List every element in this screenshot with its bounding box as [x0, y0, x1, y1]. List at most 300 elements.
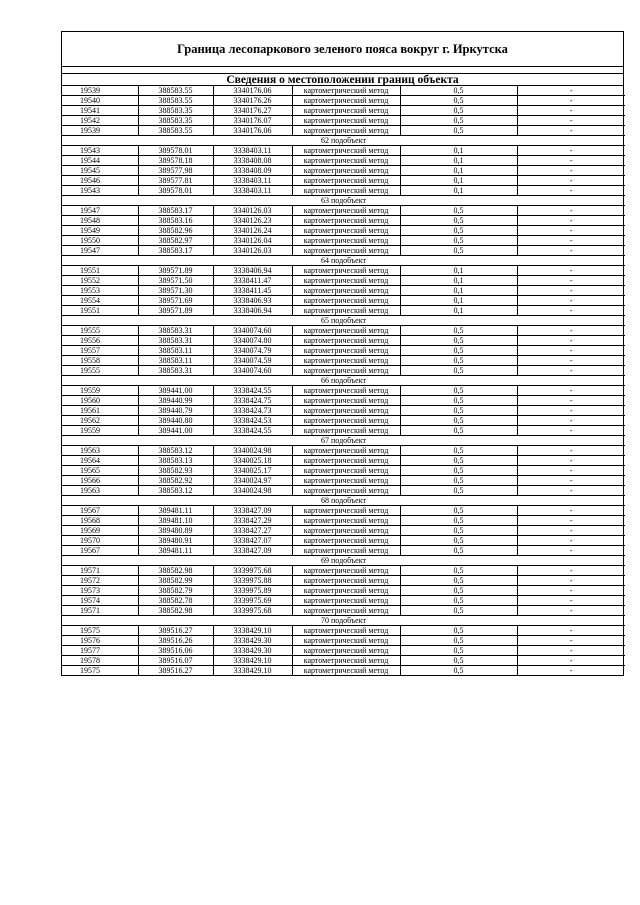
description-cell: -	[517, 96, 625, 106]
y-coordinate-cell: 3340025.18	[213, 456, 292, 466]
point-number-cell: 19546	[62, 176, 138, 186]
y-coordinate-cell: 3338424.75	[213, 396, 292, 406]
point-number-cell: 19549	[62, 226, 138, 236]
y-coordinate-cell: 3340126.24	[213, 226, 292, 236]
accuracy-cell: 0,5	[400, 546, 517, 556]
accuracy-cell: 0,5	[400, 326, 517, 336]
method-cell: картометрический метод	[292, 466, 400, 476]
y-coordinate-cell: 3340126.23	[213, 216, 292, 226]
table-row	[62, 116, 625, 126]
x-coordinate-cell: 389577.81	[138, 176, 213, 186]
method-cell: картометрический метод	[292, 636, 400, 646]
point-number-cell: 19567	[62, 506, 138, 516]
x-coordinate-cell: 389440.80	[138, 416, 213, 426]
x-coordinate-cell: 389578.18	[138, 156, 213, 166]
accuracy-cell: 0,5	[400, 366, 517, 376]
point-number-cell: 19565	[62, 466, 138, 476]
method-cell: картометрический метод	[292, 226, 400, 236]
x-coordinate-cell: 388583.35	[138, 106, 213, 116]
x-coordinate-cell: 389571.50	[138, 276, 213, 286]
point-number-cell: 19547	[62, 206, 138, 216]
table-row	[62, 446, 625, 456]
table-row	[62, 546, 625, 556]
description-cell: -	[517, 336, 625, 346]
table-row	[62, 646, 625, 656]
method-cell: картометрический метод	[292, 276, 400, 286]
x-coordinate-cell: 388582.78	[138, 596, 213, 606]
document-sheet	[61, 31, 624, 676]
x-coordinate-cell: 389516.06	[138, 646, 213, 656]
point-number-cell: 19539	[62, 126, 138, 136]
method-cell: картометрический метод	[292, 306, 400, 316]
method-cell: картометрический метод	[292, 206, 400, 216]
x-coordinate-cell: 388583.12	[138, 446, 213, 456]
point-number-cell: 19564	[62, 456, 138, 466]
description-cell: -	[517, 586, 625, 596]
y-coordinate-cell: 3338411.47	[213, 276, 292, 286]
x-coordinate-cell: 389578.01	[138, 186, 213, 196]
point-number-cell: 19556	[62, 336, 138, 346]
x-coordinate-cell: 388583.55	[138, 96, 213, 106]
method-cell: картометрический метод	[292, 536, 400, 546]
table-row	[62, 266, 625, 276]
table-row	[62, 96, 625, 106]
point-number-cell: 19548	[62, 216, 138, 226]
x-coordinate-cell: 388583.17	[138, 206, 213, 216]
point-number-cell: 19569	[62, 526, 138, 536]
x-coordinate-cell: 389578.01	[138, 146, 213, 156]
y-coordinate-cell: 3338406.94	[213, 306, 292, 316]
x-coordinate-cell: 388583.11	[138, 356, 213, 366]
y-coordinate-cell: 3339975.69	[213, 596, 292, 606]
method-cell: картометрический метод	[292, 566, 400, 576]
description-cell: -	[517, 86, 625, 96]
description-cell: -	[517, 266, 625, 276]
x-coordinate-cell: 388583.12	[138, 486, 213, 496]
subobject-label: 65 подобъект	[62, 316, 625, 326]
accuracy-cell: 0,1	[400, 296, 517, 306]
description-cell: -	[517, 116, 625, 126]
accuracy-cell: 0,1	[400, 276, 517, 286]
x-coordinate-cell: 388582.98	[138, 606, 213, 616]
x-coordinate-cell: 389571.69	[138, 296, 213, 306]
y-coordinate-cell: 3338429.30	[213, 636, 292, 646]
y-coordinate-cell: 3340074.60	[213, 366, 292, 376]
method-cell: картометрический метод	[292, 646, 400, 656]
y-coordinate-cell: 3338424.73	[213, 406, 292, 416]
description-cell: -	[517, 606, 625, 616]
x-coordinate-cell: 389516.27	[138, 666, 213, 676]
subobject-header-row	[62, 436, 625, 446]
y-coordinate-cell: 3340176.07	[213, 116, 292, 126]
method-cell: картометрический метод	[292, 146, 400, 156]
method-cell: картометрический метод	[292, 526, 400, 536]
description-cell: -	[517, 566, 625, 576]
method-cell: картометрический метод	[292, 486, 400, 496]
description-cell: -	[517, 296, 625, 306]
table-row	[62, 366, 625, 376]
x-coordinate-cell: 389440.99	[138, 396, 213, 406]
accuracy-cell: 0,5	[400, 416, 517, 426]
point-number-cell: 19540	[62, 96, 138, 106]
accuracy-cell: 0,5	[400, 566, 517, 576]
x-coordinate-cell: 388582.97	[138, 236, 213, 246]
method-cell: картометрический метод	[292, 96, 400, 106]
method-cell: картометрический метод	[292, 516, 400, 526]
point-number-cell: 19566	[62, 476, 138, 486]
table-row	[62, 216, 625, 226]
y-coordinate-cell: 3340176.06	[213, 126, 292, 136]
method-cell: картометрический метод	[292, 396, 400, 406]
method-cell: картометрический метод	[292, 576, 400, 586]
description-cell: -	[517, 576, 625, 586]
y-coordinate-cell: 3338406.93	[213, 296, 292, 306]
subobject-header-row	[62, 196, 625, 206]
method-cell: картометрический метод	[292, 366, 400, 376]
description-cell: -	[517, 356, 625, 366]
subobject-label: 70 подобъект	[62, 616, 625, 626]
method-cell: картометрический метод	[292, 416, 400, 426]
x-coordinate-cell: 388583.13	[138, 456, 213, 466]
point-number-cell: 19554	[62, 296, 138, 306]
accuracy-cell: 0,5	[400, 576, 517, 586]
x-coordinate-cell: 389516.07	[138, 656, 213, 666]
y-coordinate-cell: 3340074.79	[213, 346, 292, 356]
table-row	[62, 276, 625, 286]
method-cell: картометрический метод	[292, 166, 400, 176]
table-row	[62, 466, 625, 476]
method-cell: картометрический метод	[292, 106, 400, 116]
accuracy-cell: 0,1	[400, 146, 517, 156]
description-cell: -	[517, 626, 625, 636]
description-cell: -	[517, 406, 625, 416]
x-coordinate-cell: 389441.00	[138, 426, 213, 436]
point-number-cell: 19562	[62, 416, 138, 426]
y-coordinate-cell: 3338424.53	[213, 416, 292, 426]
description-cell: -	[517, 156, 625, 166]
description-cell: -	[517, 516, 625, 526]
table-row	[62, 406, 625, 416]
y-coordinate-cell: 3338427.07	[213, 536, 292, 546]
method-cell: картометрический метод	[292, 656, 400, 666]
method-cell: картометрический метод	[292, 126, 400, 136]
description-cell: -	[517, 276, 625, 286]
subobject-label: 64 подобъект	[62, 256, 625, 266]
accuracy-cell: 0,5	[400, 586, 517, 596]
table-row	[62, 656, 625, 666]
point-number-cell: 19575	[62, 666, 138, 676]
x-coordinate-cell: 388582.79	[138, 586, 213, 596]
subobject-label: 63 подобъект	[62, 196, 625, 206]
y-coordinate-cell: 3338424.55	[213, 386, 292, 396]
method-cell: картометрический метод	[292, 546, 400, 556]
y-coordinate-cell: 3340025.17	[213, 466, 292, 476]
y-coordinate-cell: 3340126.04	[213, 236, 292, 246]
description-cell: -	[517, 146, 625, 156]
x-coordinate-cell: 389441.00	[138, 386, 213, 396]
accuracy-cell: 0,1	[400, 186, 517, 196]
accuracy-cell: 0,5	[400, 456, 517, 466]
x-coordinate-cell: 389481.11	[138, 546, 213, 556]
accuracy-cell: 0,5	[400, 216, 517, 226]
description-cell: -	[517, 636, 625, 646]
table-row	[62, 306, 625, 316]
table-row	[62, 396, 625, 406]
method-cell: картометрический метод	[292, 86, 400, 96]
method-cell: картометрический метод	[292, 176, 400, 186]
y-coordinate-cell: 3338403.11	[213, 146, 292, 156]
accuracy-cell: 0,5	[400, 116, 517, 126]
method-cell: картометрический метод	[292, 186, 400, 196]
accuracy-cell: 0,1	[400, 286, 517, 296]
table-row	[62, 536, 625, 546]
y-coordinate-cell: 3339975.68	[213, 566, 292, 576]
x-coordinate-cell: 389440.79	[138, 406, 213, 416]
table-row	[62, 286, 625, 296]
table-row	[62, 326, 625, 336]
subobject-header-row	[62, 256, 625, 266]
accuracy-cell: 0,5	[400, 406, 517, 416]
point-number-cell: 19544	[62, 156, 138, 166]
point-number-cell: 19541	[62, 106, 138, 116]
accuracy-cell: 0,5	[400, 626, 517, 636]
description-cell: -	[517, 446, 625, 456]
point-number-cell: 19572	[62, 576, 138, 586]
point-number-cell: 19550	[62, 236, 138, 246]
point-number-cell: 19555	[62, 366, 138, 376]
method-cell: картометрический метод	[292, 326, 400, 336]
description-cell: -	[517, 226, 625, 236]
x-coordinate-cell: 388582.98	[138, 566, 213, 576]
table-row	[62, 566, 625, 576]
description-cell: -	[517, 186, 625, 196]
accuracy-cell: 0,5	[400, 126, 517, 136]
table-row	[62, 486, 625, 496]
table-row	[62, 126, 625, 136]
y-coordinate-cell: 3338424.55	[213, 426, 292, 436]
description-cell: -	[517, 596, 625, 606]
description-cell: -	[517, 176, 625, 186]
y-coordinate-cell: 3340024.97	[213, 476, 292, 486]
x-coordinate-cell: 388583.31	[138, 366, 213, 376]
description-cell: -	[517, 346, 625, 356]
subobject-header-row	[62, 496, 625, 506]
point-number-cell: 19558	[62, 356, 138, 366]
point-number-cell: 19563	[62, 446, 138, 456]
y-coordinate-cell: 3340024.98	[213, 486, 292, 496]
description-cell: -	[517, 506, 625, 516]
table-row	[62, 606, 625, 616]
accuracy-cell: 0,5	[400, 246, 517, 256]
table-row	[62, 386, 625, 396]
table-row	[62, 176, 625, 186]
y-coordinate-cell: 3339975.68	[213, 606, 292, 616]
subobject-header-row	[62, 376, 625, 386]
point-number-cell: 19574	[62, 596, 138, 606]
method-cell: картометрический метод	[292, 356, 400, 366]
subobject-label: 62 подобъект	[62, 136, 625, 146]
method-cell: картометрический метод	[292, 346, 400, 356]
x-coordinate-cell: 389480.91	[138, 536, 213, 546]
table-row	[62, 246, 625, 256]
table-row	[62, 666, 625, 676]
method-cell: картометрический метод	[292, 666, 400, 676]
coordinates-table	[62, 86, 625, 675]
table-row	[62, 206, 625, 216]
method-cell: картометрический метод	[292, 456, 400, 466]
method-cell: картометрический метод	[292, 236, 400, 246]
x-coordinate-cell: 389571.30	[138, 286, 213, 296]
subobject-header-row	[62, 556, 625, 566]
accuracy-cell: 0,1	[400, 306, 517, 316]
description-cell: -	[517, 216, 625, 226]
method-cell: картометрический метод	[292, 156, 400, 166]
y-coordinate-cell: 3340074.59	[213, 356, 292, 366]
y-coordinate-cell: 3338403.11	[213, 176, 292, 186]
accuracy-cell: 0,5	[400, 506, 517, 516]
description-cell: -	[517, 646, 625, 656]
y-coordinate-cell: 3338429.10	[213, 626, 292, 636]
method-cell: картометрический метод	[292, 506, 400, 516]
point-number-cell: 19551	[62, 306, 138, 316]
accuracy-cell: 0,5	[400, 486, 517, 496]
y-coordinate-cell: 3338408.09	[213, 166, 292, 176]
method-cell: картометрический метод	[292, 586, 400, 596]
method-cell: картометрический метод	[292, 476, 400, 486]
x-coordinate-cell: 388582.96	[138, 226, 213, 236]
y-coordinate-cell: 3338429.30	[213, 646, 292, 656]
y-coordinate-cell: 3340074.60	[213, 326, 292, 336]
x-coordinate-cell: 388583.31	[138, 326, 213, 336]
y-coordinate-cell: 3339975.89	[213, 586, 292, 596]
method-cell: картометрический метод	[292, 266, 400, 276]
accuracy-cell: 0,5	[400, 386, 517, 396]
x-coordinate-cell: 388583.55	[138, 86, 213, 96]
table-row	[62, 86, 625, 96]
point-number-cell: 19559	[62, 386, 138, 396]
accuracy-cell: 0,5	[400, 446, 517, 456]
accuracy-cell: 0,5	[400, 636, 517, 646]
description-cell: -	[517, 476, 625, 486]
accuracy-cell: 0,5	[400, 596, 517, 606]
accuracy-cell: 0,5	[400, 356, 517, 366]
accuracy-cell: 0,5	[400, 606, 517, 616]
accuracy-cell: 0,5	[400, 86, 517, 96]
x-coordinate-cell: 388583.17	[138, 246, 213, 256]
accuracy-cell: 0,5	[400, 656, 517, 666]
accuracy-cell: 0,1	[400, 266, 517, 276]
point-number-cell: 19553	[62, 286, 138, 296]
description-cell: -	[517, 396, 625, 406]
description-cell: -	[517, 416, 625, 426]
y-coordinate-cell: 3338427.09	[213, 546, 292, 556]
description-cell: -	[517, 526, 625, 536]
accuracy-cell: 0,5	[400, 106, 517, 116]
accuracy-cell: 0,5	[400, 236, 517, 246]
description-cell: -	[517, 326, 625, 336]
y-coordinate-cell: 3338408.08	[213, 156, 292, 166]
point-number-cell: 19559	[62, 426, 138, 436]
description-cell: -	[517, 246, 625, 256]
x-coordinate-cell: 388582.93	[138, 466, 213, 476]
table-row	[62, 346, 625, 356]
description-cell: -	[517, 106, 625, 116]
y-coordinate-cell: 3340126.03	[213, 246, 292, 256]
x-coordinate-cell: 388582.99	[138, 576, 213, 586]
description-cell: -	[517, 166, 625, 176]
point-number-cell: 19571	[62, 566, 138, 576]
method-cell: картометрический метод	[292, 216, 400, 226]
accuracy-cell: 0,5	[400, 336, 517, 346]
subobject-header-row	[62, 616, 625, 626]
point-number-cell: 19568	[62, 516, 138, 526]
method-cell: картометрический метод	[292, 116, 400, 126]
point-number-cell: 19578	[62, 656, 138, 666]
x-coordinate-cell: 388582.92	[138, 476, 213, 486]
description-cell: -	[517, 386, 625, 396]
y-coordinate-cell: 3338427.27	[213, 526, 292, 536]
accuracy-cell: 0,5	[400, 206, 517, 216]
accuracy-cell: 0,1	[400, 156, 517, 166]
table-row	[62, 476, 625, 486]
accuracy-cell: 0,5	[400, 226, 517, 236]
y-coordinate-cell: 3338427.29	[213, 516, 292, 526]
point-number-cell: 19539	[62, 86, 138, 96]
subobject-label: 67 подобъект	[62, 436, 625, 446]
accuracy-cell: 0,5	[400, 666, 517, 676]
coordinates-table-body	[62, 86, 625, 675]
table-row	[62, 416, 625, 426]
spacer-row	[62, 67, 623, 74]
method-cell: картометрический метод	[292, 626, 400, 636]
description-cell: -	[517, 286, 625, 296]
x-coordinate-cell: 388583.31	[138, 336, 213, 346]
accuracy-cell: 0,5	[400, 476, 517, 486]
table-row	[62, 526, 625, 536]
method-cell: картометрический метод	[292, 246, 400, 256]
point-number-cell: 19561	[62, 406, 138, 416]
point-number-cell: 19573	[62, 586, 138, 596]
table-row	[62, 586, 625, 596]
subobject-label: 66 подобъект	[62, 376, 625, 386]
section-heading: Сведения о местоположении границ объекта	[62, 74, 623, 86]
point-number-cell: 19576	[62, 636, 138, 646]
x-coordinate-cell: 389571.89	[138, 266, 213, 276]
x-coordinate-cell: 389480.89	[138, 526, 213, 536]
point-number-cell: 19547	[62, 246, 138, 256]
subobject-header-row	[62, 316, 625, 326]
y-coordinate-cell: 3340024.98	[213, 446, 292, 456]
subobject-label: 68 подобъект	[62, 496, 625, 506]
y-coordinate-cell: 3338427.09	[213, 506, 292, 516]
subobject-label: 69 подобъект	[62, 556, 625, 566]
point-number-cell: 19542	[62, 116, 138, 126]
method-cell: картометрический метод	[292, 426, 400, 436]
subobject-header-row	[62, 136, 625, 146]
document-title: Граница лесопаркового зеленого пояса вокруг г. Иркутска	[62, 32, 623, 67]
x-coordinate-cell: 388583.55	[138, 126, 213, 136]
method-cell: картометрический метод	[292, 336, 400, 346]
point-number-cell: 19552	[62, 276, 138, 286]
point-number-cell: 19563	[62, 486, 138, 496]
table-row	[62, 596, 625, 606]
y-coordinate-cell: 3338429.10	[213, 656, 292, 666]
description-cell: -	[517, 456, 625, 466]
x-coordinate-cell: 388583.11	[138, 346, 213, 356]
table-row	[62, 166, 625, 176]
table-row	[62, 516, 625, 526]
description-cell: -	[517, 466, 625, 476]
